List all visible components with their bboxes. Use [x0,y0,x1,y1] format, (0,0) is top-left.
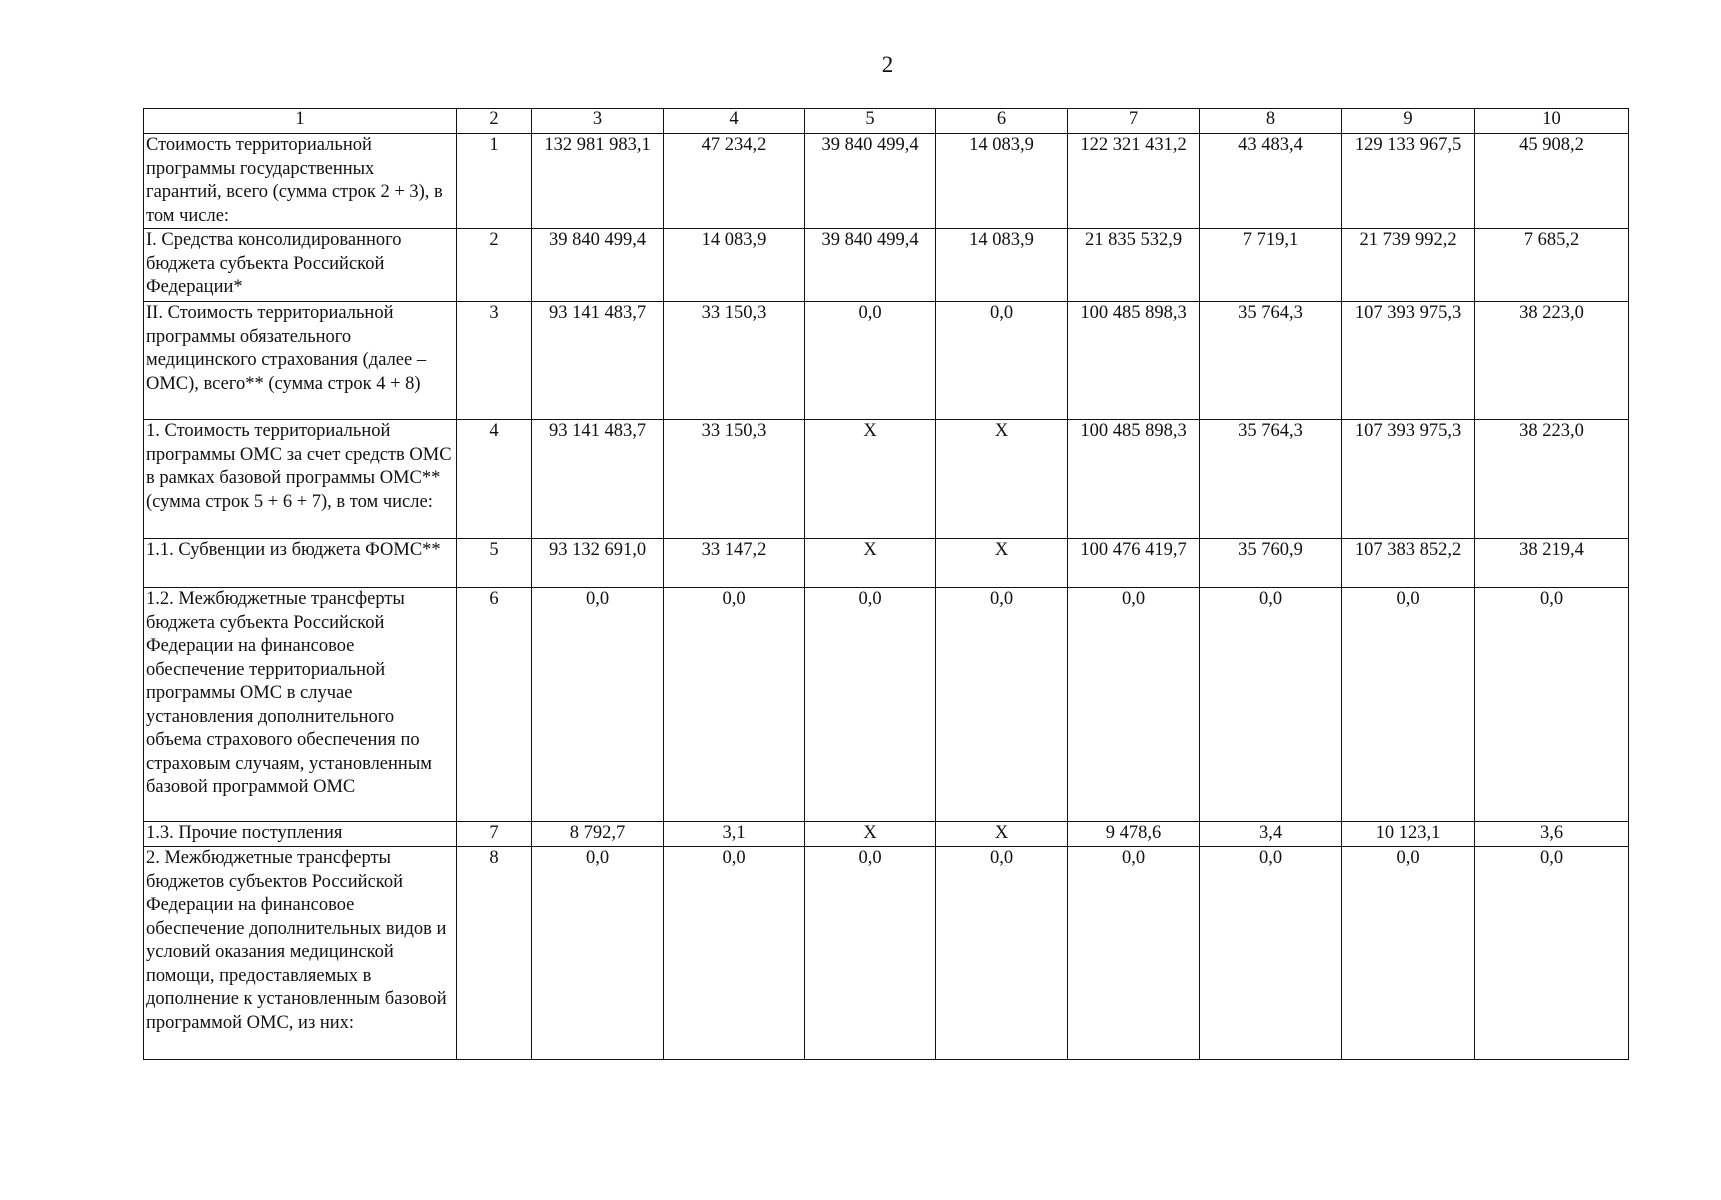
column-number-header: 7 [1068,109,1200,134]
value-cell: 8 792,7 [532,822,664,847]
row-label: 1.3. Прочие поступления [144,822,457,847]
value-cell: Х [936,539,1068,588]
value-cell: 35 760,9 [1200,539,1342,588]
row-line-number: 8 [457,847,532,1060]
column-number-header: 3 [532,109,664,134]
value-cell: 0,0 [805,588,936,822]
column-number-header: 5 [805,109,936,134]
financing-table-container [143,108,1628,1060]
table-row [144,420,1629,539]
row-line-number: 7 [457,822,532,847]
column-number-header: 9 [1342,109,1475,134]
value-cell: 100 485 898,3 [1068,302,1200,420]
value-cell: 33 150,3 [664,302,805,420]
value-cell: 0,0 [532,847,664,1060]
value-cell: 10 123,1 [1342,822,1475,847]
column-number-header: 2 [457,109,532,134]
value-cell: 93 141 483,7 [532,302,664,420]
value-cell: 100 485 898,3 [1068,420,1200,539]
table-row [144,847,1629,1060]
value-cell: 0,0 [1200,847,1342,1060]
column-number-header: 8 [1200,109,1342,134]
column-number-header: 10 [1475,109,1629,134]
table-row [144,229,1629,302]
table-body [144,109,1629,1060]
value-cell: 3,1 [664,822,805,847]
table-row [144,822,1629,847]
value-cell: 107 393 975,3 [1342,420,1475,539]
value-cell: 9 478,6 [1068,822,1200,847]
row-line-number: 6 [457,588,532,822]
value-cell: 93 141 483,7 [532,420,664,539]
table-row [144,134,1629,229]
value-cell: 3,4 [1200,822,1342,847]
page-number: 2 [881,52,894,77]
column-number-header: 4 [664,109,805,134]
value-cell: 14 083,9 [936,134,1068,229]
value-cell: 0,0 [1068,847,1200,1060]
value-cell: 39 840 499,4 [532,229,664,302]
value-cell: 0,0 [936,588,1068,822]
row-label: 2. Межбюджетные трансферты бюджетов субъектов Российской Федерации на финансовое обеспечение дополнительных видов и условий оказания медицинской помощи, предоставляемых в дополнение к установленным базовой программой ОМС, из них: [144,847,457,1060]
value-cell: 0,0 [936,302,1068,420]
value-cell: Х [805,539,936,588]
value-cell: 38 223,0 [1475,420,1629,539]
column-number-header: 1 [144,109,457,134]
value-cell: 100 476 419,7 [1068,539,1200,588]
value-cell: 0,0 [1475,588,1629,822]
value-cell: 21 739 992,2 [1342,229,1475,302]
value-cell: 33 150,3 [664,420,805,539]
value-cell: Х [805,822,936,847]
value-cell: 0,0 [1342,847,1475,1060]
value-cell: 7 719,1 [1200,229,1342,302]
value-cell: 35 764,3 [1200,302,1342,420]
header-row [144,109,1629,134]
value-cell: 0,0 [805,302,936,420]
value-cell: Х [805,420,936,539]
value-cell: 107 383 852,2 [1342,539,1475,588]
row-line-number: 5 [457,539,532,588]
row-label: Стоимость территориальной программы государственных гарантий, всего (сумма строк 2 + 3), в том числе: [144,134,457,229]
row-label: I. Средства консолидированного бюджета субъекта Российской Федерации* [144,229,457,302]
financing-table [143,108,1629,1060]
value-cell: 0,0 [936,847,1068,1060]
value-cell: 39 840 499,4 [805,134,936,229]
row-label: 1.1. Субвенции из бюджета ФОМС** [144,539,457,588]
value-cell: 0,0 [805,847,936,1060]
row-label: 1.2. Межбюджетные трансферты бюджета субъекта Российской Федерации на финансовое обеспечение территориальной программы ОМС в случае установления дополнительного объема страхового обеспечения по страховым случаям, установленным базовой программой ОМС [144,588,457,822]
column-number-header: 6 [936,109,1068,134]
table-row [144,539,1629,588]
value-cell: 14 083,9 [664,229,805,302]
value-cell: 33 147,2 [664,539,805,588]
value-cell: 0,0 [1475,847,1629,1060]
row-line-number: 4 [457,420,532,539]
value-cell: 38 223,0 [1475,302,1629,420]
value-cell: 129 133 967,5 [1342,134,1475,229]
value-cell: 0,0 [532,588,664,822]
value-cell: 43 483,4 [1200,134,1342,229]
value-cell: 132 981 983,1 [532,134,664,229]
row-line-number: 1 [457,134,532,229]
row-label: II. Стоимость территориальной программы обязательного медицинского страхования (далее – ОМС), всего** (сумма строк 4 + 8) [144,302,457,420]
value-cell: 107 393 975,3 [1342,302,1475,420]
row-line-number: 3 [457,302,532,420]
value-cell: 3,6 [1475,822,1629,847]
value-cell: 0,0 [1200,588,1342,822]
value-cell: 0,0 [664,588,805,822]
value-cell: Х [936,822,1068,847]
value-cell: 0,0 [664,847,805,1060]
value-cell: Х [936,420,1068,539]
row-line-number: 2 [457,229,532,302]
value-cell: 93 132 691,0 [532,539,664,588]
value-cell: 45 908,2 [1475,134,1629,229]
table-row [144,302,1629,420]
value-cell: 0,0 [1068,588,1200,822]
value-cell: 21 835 532,9 [1068,229,1200,302]
value-cell: 47 234,2 [664,134,805,229]
value-cell: 14 083,9 [936,229,1068,302]
value-cell: 0,0 [1342,588,1475,822]
row-label: 1. Стоимость территориальной программы ОМС за счет средств ОМС в рамках базовой программы ОМС** (сумма строк 5 + 6 + 7), в том числе: [144,420,457,539]
value-cell: 122 321 431,2 [1068,134,1200,229]
table-row [144,588,1629,822]
value-cell: 39 840 499,4 [805,229,936,302]
value-cell: 35 764,3 [1200,420,1342,539]
value-cell: 38 219,4 [1475,539,1629,588]
value-cell: 7 685,2 [1475,229,1629,302]
